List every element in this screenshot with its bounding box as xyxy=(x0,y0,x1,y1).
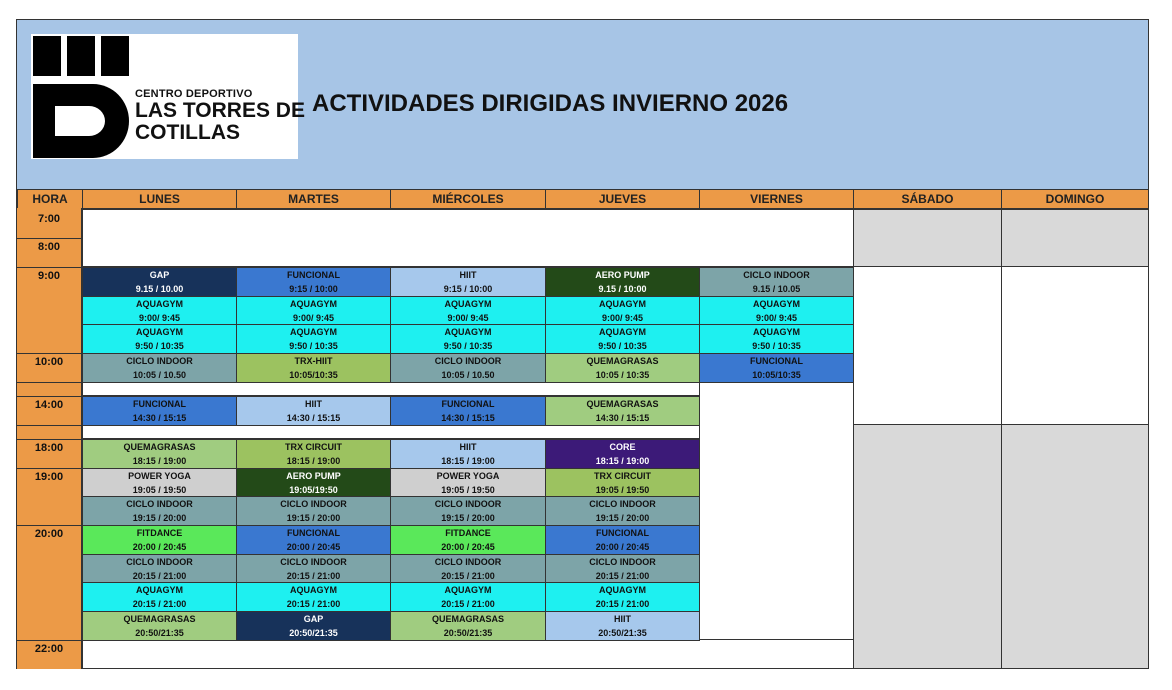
activity-cell[interactable] xyxy=(390,496,546,526)
activity-name: HIIT xyxy=(305,399,322,409)
activity-time: 9:50 / 10:35 xyxy=(289,341,338,351)
gap-row-1 xyxy=(82,381,700,396)
time-label: 8:00 xyxy=(37,241,61,253)
activity-time: 9.15 / 10.05 xyxy=(752,284,801,294)
page-title: ACTIVIDADES DIRIGIDAS INVIERNO 2026 xyxy=(312,90,789,117)
activity-cell[interactable] xyxy=(390,267,546,297)
activity-time: 20:15 / 21:00 xyxy=(595,599,650,609)
morning-empty-block xyxy=(82,209,854,267)
hour-separator xyxy=(17,396,82,397)
activity-name: CICLO INDOOR xyxy=(434,557,502,567)
activity-cell[interactable] xyxy=(390,611,546,641)
activity-name: QUEMAGRASAS xyxy=(586,399,659,409)
activity-name: AQUAGYM xyxy=(599,299,646,309)
activity-cell[interactable] xyxy=(390,554,546,584)
activity-cell[interactable] xyxy=(236,525,391,555)
sunday-early-block xyxy=(1001,209,1149,267)
activity-time: 9:00/ 9:45 xyxy=(292,313,335,323)
activity-name: AQUAGYM xyxy=(444,327,492,337)
column-header-6: SÁBADO xyxy=(853,189,1002,209)
activity-cell[interactable] xyxy=(82,554,237,584)
activity-cell[interactable] xyxy=(82,525,237,555)
activity-name: POWER YOGA xyxy=(436,471,500,481)
activity-name: GAP xyxy=(149,270,170,280)
activity-time: 14:30 / 15:15 xyxy=(595,413,650,423)
activity-time: 14:30 / 15:15 xyxy=(132,413,187,423)
activity-time: 20:15 / 21:00 xyxy=(286,571,341,581)
activity-cell[interactable] xyxy=(390,396,546,426)
activity-time: 20:15 / 21:00 xyxy=(132,571,187,581)
activity-time: 18:15 / 19:00 xyxy=(132,456,187,466)
activity-time: 14:30 / 15:15 xyxy=(286,413,341,423)
time-label: 20:00 xyxy=(34,528,64,540)
activity-time: 18:15 / 19:00 xyxy=(286,456,341,466)
activity-time: 9.15 / 10.00 xyxy=(135,284,184,294)
hour-separator xyxy=(17,382,82,383)
activity-cell[interactable] xyxy=(390,324,546,354)
activity-name: FUNCIONAL xyxy=(441,399,495,409)
activity-name: TRX CIRCUIT xyxy=(285,442,342,452)
schedule-frame xyxy=(16,19,1149,669)
activity-cell[interactable] xyxy=(699,267,854,297)
activity-cell[interactable] xyxy=(545,296,700,326)
activity-time: 20:50/21:35 xyxy=(135,628,184,638)
activity-time: 20:00 / 20:45 xyxy=(132,542,187,552)
hour-separator xyxy=(17,468,82,469)
activity-cell[interactable] xyxy=(82,267,237,297)
activity-time: 19:15 / 20:00 xyxy=(132,513,187,523)
column-header-3: MIÉRCOLES xyxy=(390,189,546,209)
activity-cell[interactable] xyxy=(236,353,391,383)
activity-time: 9:00/ 9:45 xyxy=(138,313,181,323)
activity-name: CICLO INDOOR xyxy=(434,356,502,366)
column-header-0: HORA xyxy=(17,189,83,209)
activity-name: CORE xyxy=(609,442,636,452)
activity-time: 9:15 / 10:00 xyxy=(443,284,493,294)
activity-cell[interactable] xyxy=(390,468,546,498)
hour-separator xyxy=(17,425,82,426)
activity-cell[interactable] xyxy=(236,582,391,612)
activity-time: 20:00 / 20:45 xyxy=(595,542,650,552)
activity-time: 19:05 / 19:50 xyxy=(441,485,495,495)
saturday-morning-block xyxy=(853,266,1002,425)
activity-name: QUEMAGRASAS xyxy=(123,442,196,452)
activity-time: 10:05 / 10.50 xyxy=(441,370,495,380)
activity-name: AQUAGYM xyxy=(444,585,492,595)
activity-name: CICLO INDOOR xyxy=(743,270,810,280)
activity-name: FITDANCE xyxy=(445,528,491,538)
time-label: 18:00 xyxy=(34,442,64,454)
activity-cell[interactable] xyxy=(82,468,237,498)
activity-name: AQUAGYM xyxy=(290,299,337,309)
activity-name: CICLO INDOOR xyxy=(126,499,193,509)
activity-time: 9:00/ 9:45 xyxy=(755,313,798,323)
time-label: 9:00 xyxy=(37,270,61,282)
activity-time: 20:15 / 21:00 xyxy=(441,599,495,609)
activity-time: 9:50 / 10:35 xyxy=(443,341,493,351)
sunday-morning-block xyxy=(1001,266,1149,425)
activity-name: AQUAGYM xyxy=(753,299,800,309)
activity-time: 19:15 / 20:00 xyxy=(286,513,341,523)
activity-name: CICLO INDOOR xyxy=(434,499,502,509)
activity-name: QUEMAGRASAS xyxy=(431,614,504,624)
activity-time: 20:50/21:35 xyxy=(289,628,338,638)
activity-cell[interactable] xyxy=(545,324,700,354)
activity-time: 20:50/21:35 xyxy=(443,628,493,638)
activity-name: POWER YOGA xyxy=(128,471,191,481)
activity-cell[interactable] xyxy=(545,439,700,469)
activity-cell[interactable] xyxy=(82,353,237,383)
activity-cell[interactable] xyxy=(545,554,700,584)
activity-name: FUNCIONAL xyxy=(750,356,803,366)
activity-cell[interactable] xyxy=(82,611,237,641)
time-label: 22:00 xyxy=(34,643,64,655)
activity-name: AQUAGYM xyxy=(599,585,646,595)
activity-time: 9:50 / 10:35 xyxy=(598,341,647,351)
activity-time: 20:15 / 21:00 xyxy=(595,571,650,581)
activity-time: 20:15 / 21:00 xyxy=(132,599,187,609)
activity-cell[interactable] xyxy=(390,525,546,555)
activity-cell[interactable] xyxy=(545,353,700,383)
activity-name: HIIT xyxy=(459,270,477,280)
activity-name: AQUAGYM xyxy=(290,585,337,595)
activity-name: CICLO INDOOR xyxy=(589,557,656,567)
activity-time: 19:05/19:50 xyxy=(289,485,338,495)
activity-cell[interactable] xyxy=(699,353,854,383)
activity-name: TRX-HIIT xyxy=(294,356,333,366)
activity-name: AQUAGYM xyxy=(136,299,183,309)
activity-name: GAP xyxy=(303,614,324,624)
column-header-4: JUEVES xyxy=(545,189,700,209)
activity-name: HIIT xyxy=(614,614,631,624)
activity-name: AQUAGYM xyxy=(136,585,183,595)
column-header-1: LUNES xyxy=(82,189,237,209)
hour-separator xyxy=(17,267,82,268)
logo-name-line2: COTILLAS xyxy=(135,121,240,144)
hour-separator xyxy=(17,640,82,641)
activity-time: 19:05 / 19:50 xyxy=(595,485,650,495)
activity-name: FUNCIONAL xyxy=(287,528,340,538)
activity-cell[interactable] xyxy=(82,439,237,469)
activity-time: 18:15 / 19:00 xyxy=(441,456,495,466)
activity-time: 19:15 / 20:00 xyxy=(595,513,650,523)
saturday-evening-block xyxy=(853,424,1002,669)
activity-cell[interactable] xyxy=(390,582,546,612)
activity-cell[interactable] xyxy=(82,582,237,612)
activity-cell[interactable] xyxy=(699,324,854,354)
activity-cell[interactable] xyxy=(545,611,700,641)
activity-name: HIIT xyxy=(459,442,477,452)
column-header-2: MARTES xyxy=(236,189,391,209)
activity-cell[interactable] xyxy=(545,525,700,555)
activity-time: 10:05 / 10:35 xyxy=(595,370,650,380)
activity-name: AQUAGYM xyxy=(290,327,337,337)
activity-time: 20:00 / 20:45 xyxy=(286,542,341,552)
activity-name: CICLO INDOOR xyxy=(589,499,656,509)
activity-time: 20:15 / 21:00 xyxy=(441,571,495,581)
activity-name: CICLO INDOOR xyxy=(280,557,347,567)
hour-separator xyxy=(17,439,82,440)
activity-name: CICLO INDOOR xyxy=(126,356,193,366)
activity-cell[interactable] xyxy=(82,296,237,326)
activity-time: 10:05/10:35 xyxy=(289,370,338,380)
activity-cell[interactable] xyxy=(699,296,854,326)
column-header-7: DOMINGO xyxy=(1001,189,1149,209)
activity-name: CICLO INDOOR xyxy=(280,499,347,509)
activity-name: FUNCIONAL xyxy=(596,528,649,538)
schedule-grid xyxy=(17,20,1149,669)
activity-cell[interactable] xyxy=(545,496,700,526)
activity-name: FITDANCE xyxy=(136,528,183,538)
activity-time: 18:15 / 19:00 xyxy=(595,456,650,466)
time-label: 10:00 xyxy=(34,356,64,368)
activity-name: AERO PUMP xyxy=(595,270,650,280)
activity-cell[interactable] xyxy=(390,353,546,383)
activity-cell[interactable] xyxy=(390,296,546,326)
activity-time: 10:05 / 10.50 xyxy=(132,370,187,380)
saturday-early-block xyxy=(853,209,1002,267)
friday-afternoon-empty xyxy=(699,396,854,640)
hour-separator xyxy=(17,353,82,354)
activity-name: CICLO INDOOR xyxy=(126,557,193,567)
activity-name: AQUAGYM xyxy=(599,327,646,337)
column-header-5: VIERNES xyxy=(699,189,854,209)
activity-cell[interactable] xyxy=(82,396,237,426)
time-label: 7:00 xyxy=(37,213,61,225)
activity-time: 20:50/21:35 xyxy=(598,628,647,638)
activity-cell[interactable] xyxy=(390,439,546,469)
activity-name: FUNCIONAL xyxy=(133,399,186,409)
hour-separator xyxy=(17,525,82,526)
activity-time: 14:30 / 15:15 xyxy=(441,413,495,423)
activity-time: 10:05/10:35 xyxy=(752,370,801,380)
activity-cell[interactable] xyxy=(236,468,391,498)
activity-name: QUEMAGRASAS xyxy=(123,614,196,624)
gap-row-2 xyxy=(82,424,700,439)
activity-cell[interactable] xyxy=(545,468,700,498)
activity-cell[interactable] xyxy=(545,267,700,297)
activity-name: AQUAGYM xyxy=(136,327,183,337)
activity-time: 9:00/ 9:45 xyxy=(447,313,489,323)
activity-cell[interactable] xyxy=(236,496,391,526)
logo-name-line1: LAS TORRES DE xyxy=(135,99,305,122)
activity-name: AQUAGYM xyxy=(444,299,492,309)
activity-time: 9:50 / 10:35 xyxy=(752,341,801,351)
activity-cell[interactable] xyxy=(236,324,391,354)
activity-cell[interactable] xyxy=(236,554,391,584)
activity-cell[interactable] xyxy=(236,296,391,326)
activity-time: 20:00 / 20:45 xyxy=(441,542,495,552)
sunday-evening-block xyxy=(1001,424,1149,669)
activity-name: QUEMAGRASAS xyxy=(586,356,659,366)
activity-time: 20:15 / 21:00 xyxy=(286,599,341,609)
hour-separator xyxy=(17,238,82,239)
time-label: 19:00 xyxy=(34,471,64,483)
activity-cell[interactable] xyxy=(82,324,237,354)
activity-cell[interactable] xyxy=(82,496,237,526)
activity-cell[interactable] xyxy=(236,439,391,469)
activity-cell[interactable] xyxy=(545,396,700,426)
activity-cell[interactable] xyxy=(236,267,391,297)
logo-subtitle: CENTRO DEPORTIVO xyxy=(135,88,253,100)
activity-time: 9:15 / 10:00 xyxy=(289,284,338,294)
night-empty-block xyxy=(82,639,854,669)
activity-time: 9:50 / 10:35 xyxy=(135,341,184,351)
activity-name: AERO PUMP xyxy=(286,471,341,481)
activity-name: FUNCIONAL xyxy=(287,270,340,280)
activity-name: AQUAGYM xyxy=(753,327,800,337)
activity-cell[interactable] xyxy=(236,611,391,641)
activity-time: 19:15 / 20:00 xyxy=(441,513,495,523)
activity-name: TRX CIRCUIT xyxy=(594,471,651,481)
activity-time: 9:00/ 9:45 xyxy=(601,313,644,323)
activity-cell[interactable] xyxy=(236,396,391,426)
activity-time: 19:05 / 19:50 xyxy=(132,485,187,495)
activity-cell[interactable] xyxy=(545,582,700,612)
activity-time: 9.15 / 10:00 xyxy=(598,284,647,294)
time-label: 14:00 xyxy=(34,399,64,411)
